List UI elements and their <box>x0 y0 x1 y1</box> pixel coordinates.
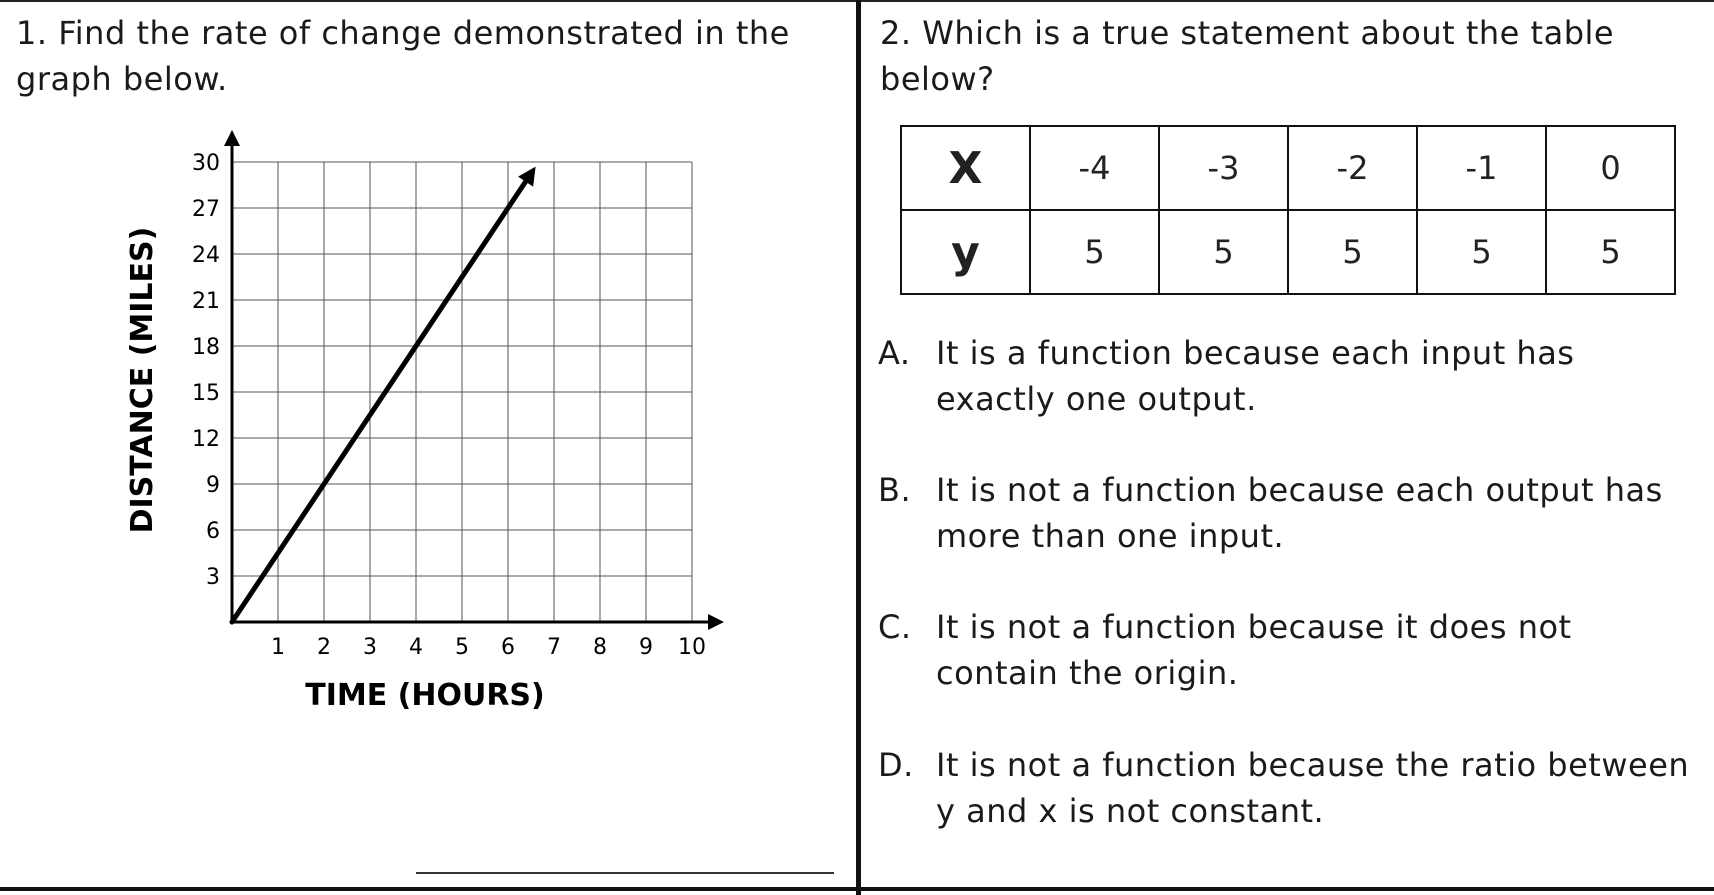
y-tick-label: 9 <box>206 473 220 498</box>
x-value-cell: 0 <box>1546 126 1675 210</box>
x-value-cell: -1 <box>1417 126 1546 210</box>
y-value-cell: 5 <box>1417 210 1546 294</box>
y-tick-label: 21 <box>192 289 220 314</box>
y-tick-label: 24 <box>192 243 220 268</box>
distance-time-graph <box>110 125 730 725</box>
x-tick-label: 4 <box>409 635 423 660</box>
x-tick-label: 8 <box>593 635 607 660</box>
y-tick-label: 12 <box>192 427 220 452</box>
y-tick-label: 30 <box>192 151 220 176</box>
x-tick-label: 6 <box>501 635 515 660</box>
x-value-cell: -2 <box>1288 126 1417 210</box>
column-divider <box>856 0 861 895</box>
option-a-text: It is a function because each input has exactly one output. <box>936 334 1575 418</box>
function-table <box>900 125 1676 295</box>
y-tick-label: 18 <box>192 335 220 360</box>
y-tick-label: 6 <box>206 519 220 544</box>
x-tick-label: 1 <box>271 635 285 660</box>
x-tick-label: 9 <box>639 635 653 660</box>
frame-bottom-border <box>0 887 1714 891</box>
option-b-text: It is not a function because each output has more than one input. <box>936 471 1663 555</box>
y-value-cell: 5 <box>1030 210 1159 294</box>
y-tick-labels <box>192 151 220 590</box>
y-axis-arrow-icon <box>224 130 240 146</box>
y-value-cell: 5 <box>1546 210 1675 294</box>
x-tick-label: 5 <box>455 635 469 660</box>
x-axis-arrow-icon <box>708 614 724 630</box>
option-c-text: It is not a function because it does not contain the origin. <box>936 608 1572 692</box>
graph-grid <box>232 162 692 622</box>
x-tick-label: 3 <box>363 635 377 660</box>
table-row-x <box>901 126 1675 210</box>
y-tick-label: 27 <box>192 197 220 222</box>
x-axis-label: TIME (HOURS) <box>305 678 545 713</box>
option-a[interactable] <box>878 330 1708 422</box>
question-1-prompt: 1. Find the rate of change demonstrated in the graph below. <box>16 14 790 98</box>
question-2-prompt: 2. Which is a true statement about the table below? <box>880 14 1615 98</box>
answer-blank-line[interactable] <box>416 872 834 874</box>
option-a-letter: A. <box>878 334 911 372</box>
table-row-y <box>901 210 1675 294</box>
graph-axes <box>224 130 724 630</box>
option-d-text: It is not a function because the ratio between y and x is not constant. <box>936 746 1690 830</box>
option-d-letter: D. <box>878 746 914 784</box>
x-tick-label: 7 <box>547 635 561 660</box>
option-b[interactable] <box>878 467 1708 559</box>
y-value-cell: 5 <box>1159 210 1288 294</box>
option-c-letter: C. <box>878 608 912 646</box>
y-tick-label: 15 <box>192 381 220 406</box>
option-c[interactable] <box>878 604 1708 696</box>
series-line <box>232 182 526 622</box>
x-header-cell: X <box>901 126 1030 210</box>
y-value-cell: 5 <box>1288 210 1417 294</box>
y-tick-label: 3 <box>206 565 220 590</box>
y-axis-label: DISTANCE (MILES) <box>125 226 160 534</box>
x-tick-label: 10 <box>678 635 706 660</box>
option-b-letter: B. <box>878 471 912 509</box>
x-tick-labels <box>271 635 706 660</box>
x-value-cell: -3 <box>1159 126 1288 210</box>
x-value-cell: -4 <box>1030 126 1159 210</box>
option-d[interactable] <box>878 742 1708 834</box>
x-tick-label: 2 <box>317 635 331 660</box>
y-header-cell: y <box>901 210 1030 294</box>
